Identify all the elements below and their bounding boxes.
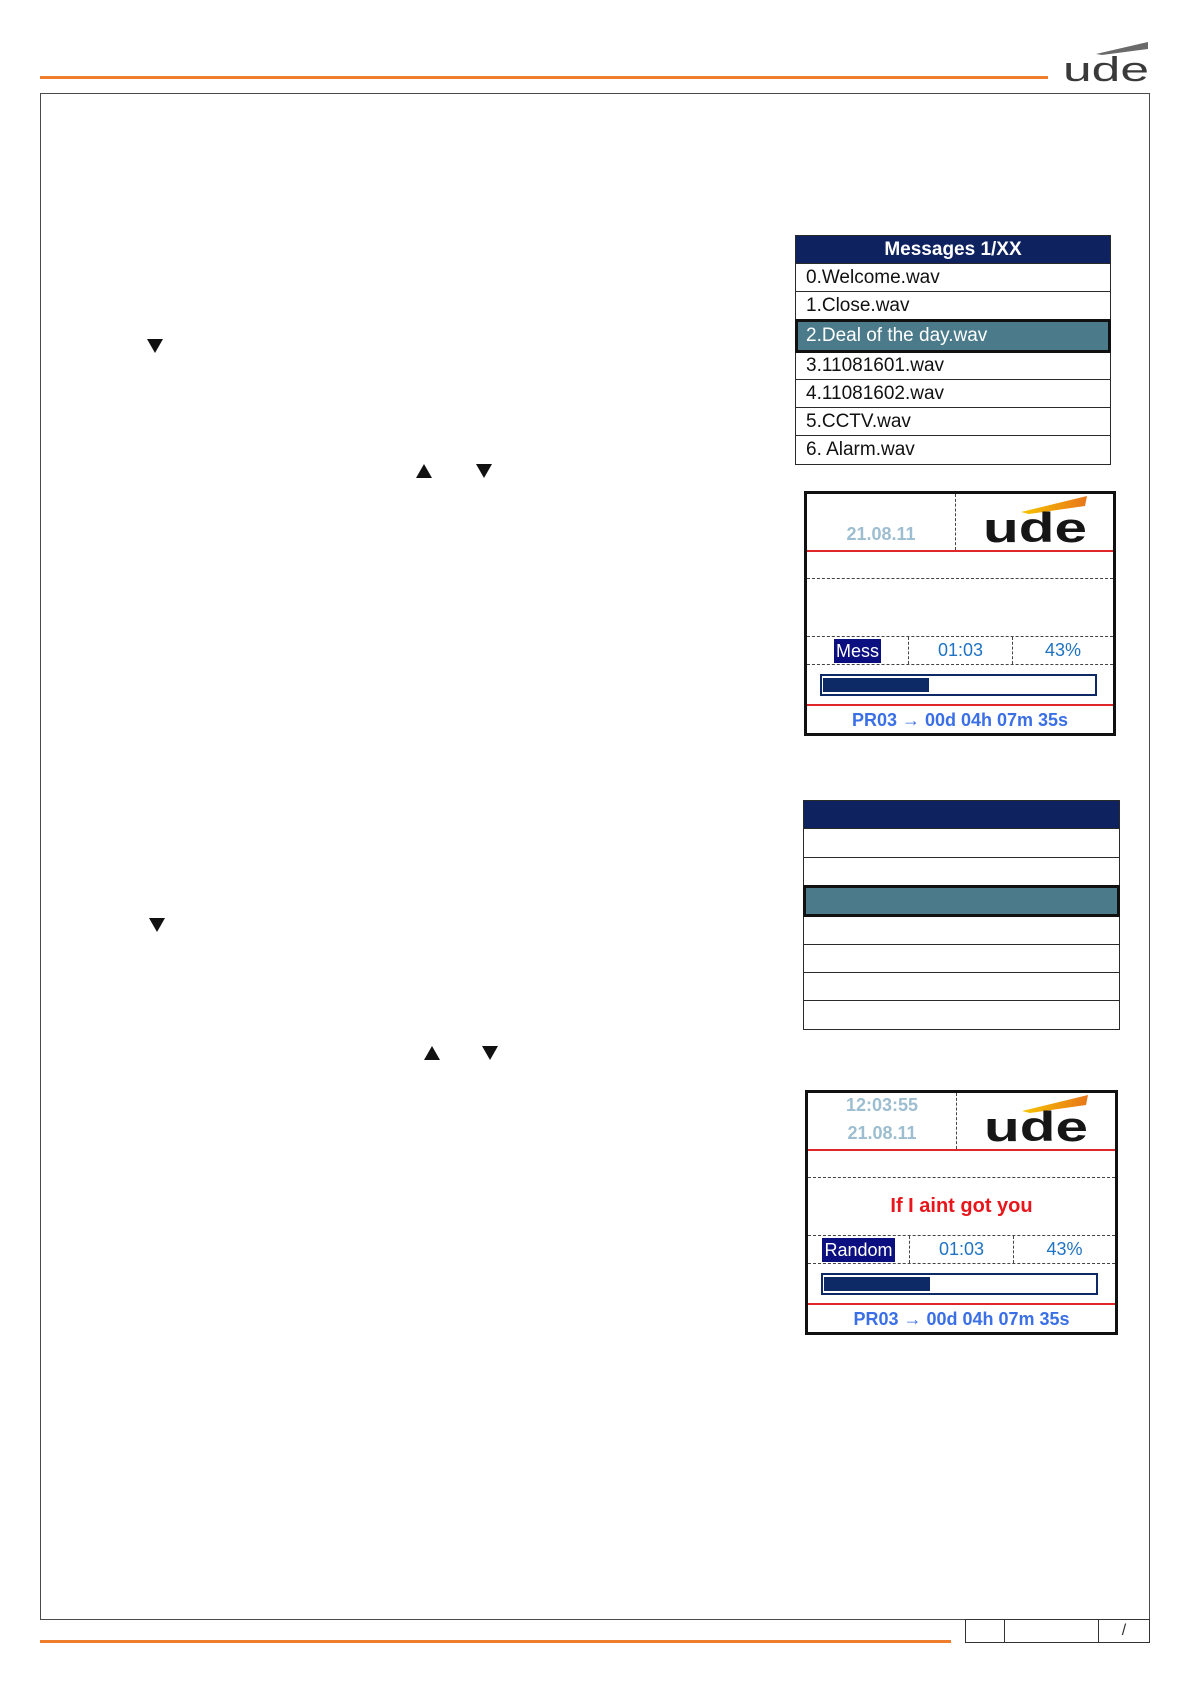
page-box-cell [1004, 1620, 1098, 1642]
percent-value: 43% [1013, 1236, 1115, 1263]
display-info-row [807, 637, 1113, 664]
display-info-row [808, 1236, 1115, 1263]
display-red-rule [807, 550, 1113, 552]
up-arrow-icon [416, 464, 432, 478]
page-separator: / [1098, 1620, 1149, 1642]
mode-cell [808, 1236, 909, 1263]
list-item [804, 858, 1119, 886]
display-date: 21.08.11 [847, 1123, 917, 1143]
display-ude-logo [982, 1094, 1090, 1144]
header-ude-logo [1062, 40, 1150, 83]
list-item: 0.Welcome.wav [796, 264, 1110, 292]
display-divider [956, 1093, 957, 1149]
header-orange-rule [40, 76, 1048, 79]
list-item [804, 1001, 1119, 1029]
device-display [804, 491, 1116, 736]
mode-label: Random [824, 1240, 893, 1261]
display-dashed-rule [807, 578, 1113, 579]
down-arrow-icon [147, 339, 163, 353]
list-item: 5.CCTV.wav [796, 408, 1110, 436]
progress-bar-fill [823, 678, 929, 692]
down-arrow-icon [149, 918, 165, 932]
elapsed-time: 01:03 [909, 1236, 1013, 1263]
blank-list [803, 800, 1120, 1030]
list-title [804, 801, 1119, 829]
messages-list-title: Messages 1/XX [796, 236, 1110, 264]
display-red-rule [808, 1149, 1115, 1151]
list-item: 3.11081601.wav [796, 352, 1110, 380]
page-box-cell [966, 1620, 1004, 1642]
list-item [804, 916, 1119, 945]
list-item [804, 886, 1119, 916]
mode-label: Mess [835, 641, 879, 662]
program-status: PR03 → 00d 04h 07m 35s [851, 710, 1069, 730]
list-item: 6. Alarm.wav [806, 439, 915, 460]
footer-orange-rule [40, 1640, 951, 1643]
display-ude-logo [981, 495, 1089, 545]
elapsed-time: 01:03 [908, 637, 1012, 664]
display-time: 12:03:55 [845, 1095, 919, 1115]
messages-list [795, 235, 1111, 465]
list-item: 2.Deal of the day.wav [796, 320, 1110, 352]
list-item: 4.11081602.wav [796, 380, 1110, 408]
down-arrow-icon [482, 1046, 498, 1060]
program-status: PR03 → 00d 04h 07m 35s [853, 1309, 1070, 1329]
logo-text: ude [984, 1103, 1088, 1144]
percent-value: 43% [1012, 637, 1113, 664]
display-dashed-rule [808, 1263, 1115, 1264]
display-divider [955, 494, 956, 550]
list-item [804, 945, 1119, 973]
up-arrow-icon [424, 1046, 440, 1060]
logo-text: ude [1063, 51, 1149, 83]
logo-text: ude [983, 504, 1087, 545]
mode-cell [807, 637, 908, 664]
progress-bar [821, 1273, 1098, 1295]
page-number-box [965, 1619, 1150, 1643]
display-date: 21.08.11 [846, 524, 916, 544]
list-item [804, 973, 1119, 1001]
progress-bar [820, 674, 1097, 696]
progress-bar-fill [824, 1277, 930, 1291]
list-item: 1.Close.wav [796, 292, 1110, 320]
display-dashed-rule [807, 664, 1113, 665]
track-title: If I aint got you [890, 1195, 1033, 1217]
down-arrow-icon [476, 464, 492, 478]
device-display [805, 1090, 1118, 1335]
list-item [804, 829, 1119, 858]
